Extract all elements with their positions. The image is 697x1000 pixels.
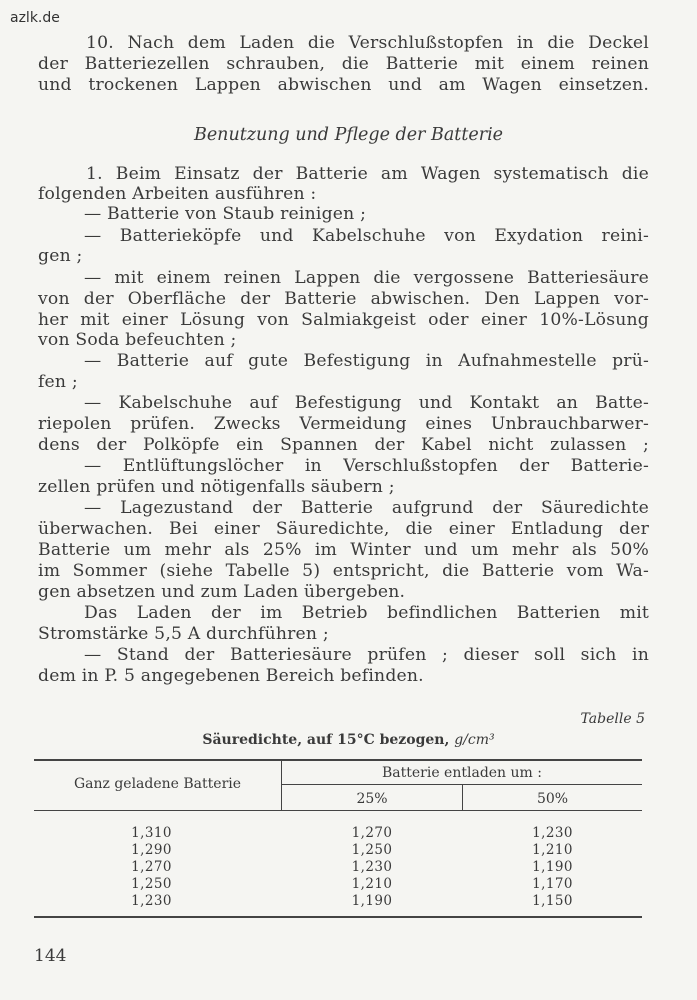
body-line: — Kabelschuhe auf Befestigung und Kontakt an Batte- <box>84 393 649 413</box>
table-cell: 1,150 <box>532 893 573 909</box>
table-header-rule <box>34 810 642 811</box>
watermark: azlk.de <box>10 10 60 26</box>
body-line: — Lagezustand der Batterie aufgrund der Säuredichte <box>84 498 649 518</box>
body-line: im Sommer (siehe Tabelle 5) entspricht, die Batterie vom Wa- <box>38 561 649 581</box>
body-line: — Batterie auf gute Befestigung in Aufnahmestelle prü- <box>84 351 649 371</box>
body-line: Das Laden der im Betrieb befindlichen Batterien mit <box>84 603 649 623</box>
column-50-percent <box>463 825 642 910</box>
table-cell: 1,270 <box>351 825 393 841</box>
table-bottom-rule <box>34 916 642 918</box>
paragraph-10-line-1: 10. Nach dem Laden die Verschlußstopfen in die Deckel <box>86 33 649 53</box>
table-cell: 1,230 <box>351 859 393 875</box>
body-line: fen ; <box>38 372 78 392</box>
header-discharged: Batterie entladen um : <box>381 765 542 781</box>
body-line: — Batterie von Staub reinigen ; <box>84 204 367 224</box>
body-line: zellen prüfen und nötigenfalls säubern ; <box>38 477 395 497</box>
table-cell: 1,250 <box>351 842 393 858</box>
table-cell: 1,210 <box>532 842 573 858</box>
table-title <box>0 732 697 748</box>
body-line: — mit einem reinen Lappen die vergossene Batteriesäure <box>84 268 649 288</box>
body-line: riepolen prüfen. Zwecks Vermeidung eines Unbrauchbarwer- <box>38 414 649 434</box>
body-line: von der Oberfläche der Batterie abwischen. Den Lappen vor- <box>38 289 649 309</box>
table-cell: 1,310 <box>131 825 172 841</box>
paragraph-10-line-3: und trockenen Lappen abwischen und am Wagen einsetzen. <box>38 75 649 95</box>
body-line: gen absetzen und zum Laden übergeben. <box>38 582 406 602</box>
body-line: folgenden Arbeiten ausführen : <box>38 184 317 204</box>
column-full-charge <box>34 825 269 910</box>
header-25-percent: 25% <box>356 791 388 807</box>
column-25-percent <box>282 825 462 910</box>
table-cell: 1,190 <box>532 859 573 875</box>
table-cell: 1,230 <box>532 825 573 841</box>
body-line: her mit einer Lösung von Salmiakgeist oder einer 10%-Lösung <box>38 310 649 330</box>
body-line: — Batterieköpfe und Kabelschuhe von Exydation reini- <box>84 226 649 246</box>
paragraph-10-line-2: der Batteriezellen schrauben, die Batterie mit einem reinen <box>38 54 649 74</box>
header-full-charge: Ganz geladene Batterie <box>73 776 242 792</box>
table-cell: 1,250 <box>131 876 172 892</box>
body-line: 1. Beim Einsatz der Batterie am Wagen systematisch die <box>86 164 649 184</box>
body-line: gen ; <box>38 246 83 266</box>
header-50-percent: 50% <box>536 791 569 807</box>
table-cell: 1,190 <box>351 893 393 909</box>
table-cell: 1,270 <box>131 859 172 875</box>
table-cell: 1,290 <box>131 842 172 858</box>
body-line: Stromstärke 5,5 A durchführen ; <box>38 624 329 644</box>
table-label: Tabelle 5 <box>580 711 645 727</box>
table-title-unit: g/cm³ <box>454 732 495 748</box>
page-number: 144 <box>34 946 67 966</box>
body-line: Batterie um mehr als 25% im Winter und um mehr als 50% <box>38 540 649 560</box>
section-heading: Benutzung und Pflege der Batterie <box>193 125 504 145</box>
table-cell: 1,210 <box>351 876 393 892</box>
table-cell: 1,230 <box>131 893 172 909</box>
body-line: von Soda befeuchten ; <box>38 330 237 350</box>
body-line: überwachen. Bei einer Säuredichte, die einer Entladung der <box>38 519 649 539</box>
table-title-text: Säuredichte, auf 15°C bezogen, <box>202 732 450 748</box>
table-top-rule <box>34 759 642 761</box>
body-line: — Entlüftungslöcher in Verschlußstopfen der Batterie- <box>84 456 649 476</box>
table-cell: 1,170 <box>532 876 573 892</box>
body-line: dem in P. 5 angegebenen Bereich befinden. <box>38 666 424 686</box>
body-line: dens der Polköpfe ein Spannen der Kabel nicht zulassen ; <box>38 435 649 455</box>
body-line: — Stand der Batteriesäure prüfen ; dieser soll sich in <box>84 645 649 665</box>
